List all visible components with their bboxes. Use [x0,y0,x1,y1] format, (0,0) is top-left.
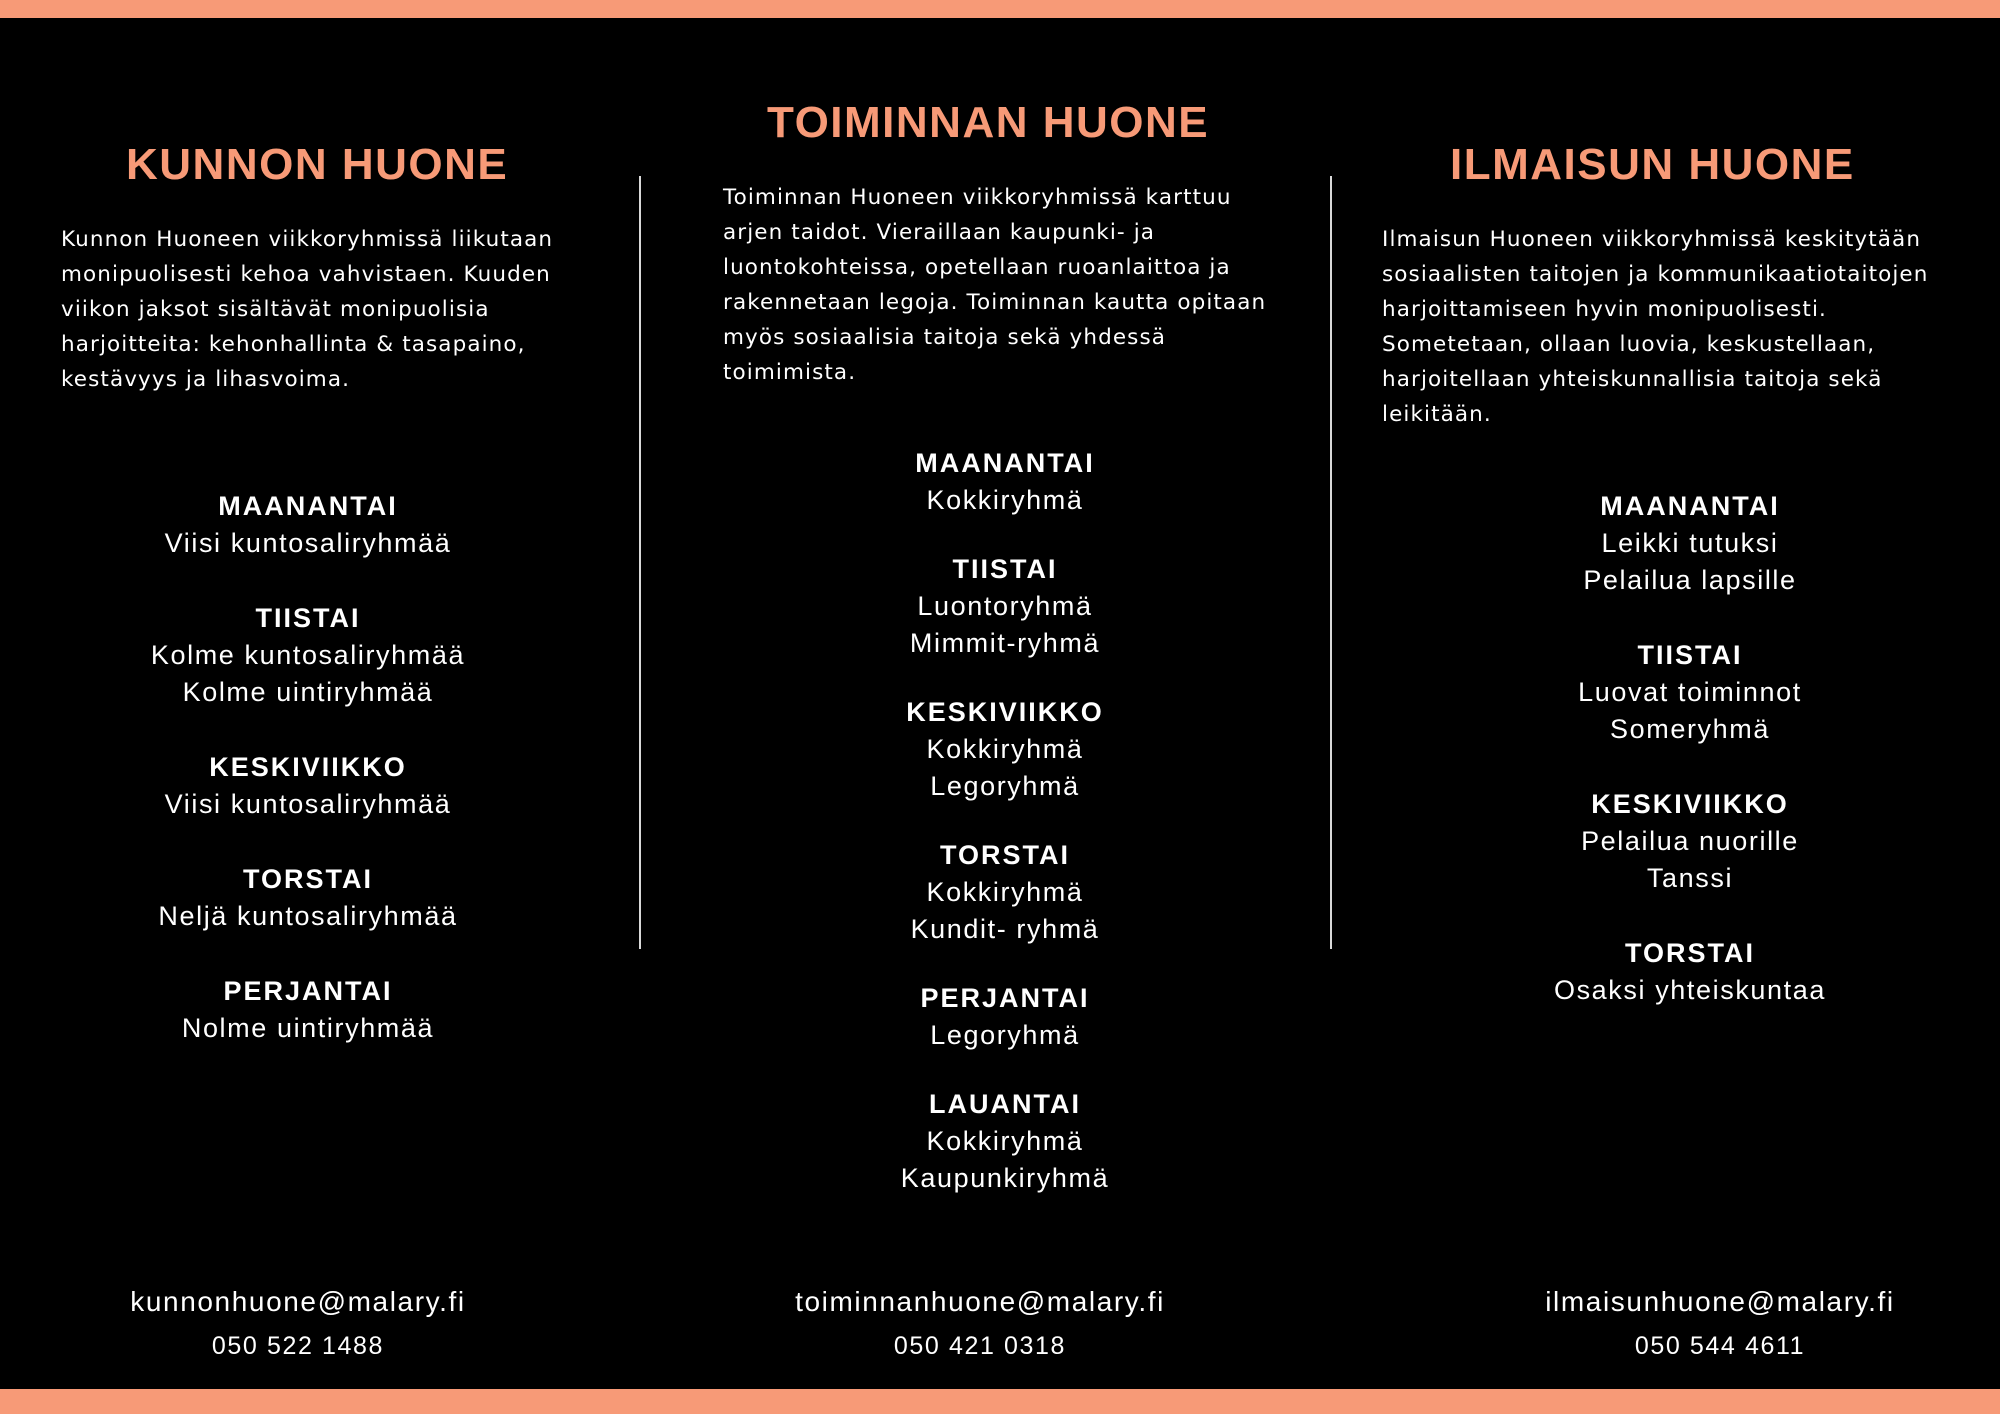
activity: Tanssi [1646,863,1734,893]
activity: Kolme kuntosaliryhmää [150,640,466,670]
activity: Someryhmä [1610,714,1770,744]
ilmaisun-huone-schedule [1380,488,2000,1047]
activity: Neljä kuntosaliryhmää [158,901,458,931]
day-name: PERJANTAI [920,983,1090,1013]
kunnon-huone-contact [58,1284,538,1363]
activity: Osaksi yhteiskuntaa [1553,975,1826,1005]
kunnon-huone-description: Kunnon Huoneen viikkoryhmissä liikutaan monipuolisesti kehoa vahvistaen. Kuuden viikon jaksot sisältävät monipuolisia harjoitteita: kehonhallinta & tasapaino, kestävyys ja lihasvoima. [61,227,554,392]
day-name: TIISTAI [255,603,361,633]
schedule-day [58,861,558,935]
kunnon-huone-title: KUNNON HUONE [126,140,509,189]
schedule-day [1380,637,2000,748]
activity: Nolme uintiryhmää [181,1013,435,1043]
schedule-day [720,980,1290,1054]
top-accent-bar [0,0,2000,18]
schedule-day [58,600,558,711]
bottom-accent-bar [0,1389,2000,1414]
toiminnan-huone-contact [720,1284,1240,1363]
day-name: LAUANTAI [929,1089,1081,1119]
activity: Kokkiryhmä [926,1126,1084,1156]
toiminnan-huone-description: Toiminnan Huoneen viikkoryhmissä karttuu arjen taidot. Vieraillaan kaupunki- ja luontokohteissa, opetellaan ruoanlaittoa ja rakennetaan legoja. Toiminnan kautta opitaan myös sosiaalisia taitoja sekä yhdessä toimimista. [723,185,1267,385]
schedule-day [58,488,558,562]
toiminnan-huone-title: TOIMINNAN HUONE [767,98,1210,147]
activity: Kokkiryhmä [926,734,1084,764]
toiminnan-huone-phone: 050 421 0318 [893,1332,1067,1360]
schedule-day [1380,786,2000,897]
day-name: TORSTAI [1624,938,1755,968]
column-divider [639,176,641,949]
schedule-day [720,694,1290,805]
day-name: MAANANTAI [218,491,398,521]
schedule-day [58,749,558,823]
activity: Pelailua nuorille [1581,826,1799,856]
activity: Viisi kuntosaliryhmää [164,528,452,558]
day-name: MAANANTAI [915,448,1095,478]
schedule-day [720,445,1290,519]
activity: Luovat toiminnot [1578,677,1802,707]
schedule-day [720,551,1290,662]
ilmaisun-huone-phone: 050 544 4611 [1634,1332,1806,1360]
activity: Legoryhmä [930,771,1080,801]
ilmaisun-huone-description: Ilmaisun Huoneen viikkoryhmissä keskitytään sosiaalisten taitojen ja kommunikaatiotaitojen harjoittamiseen hyvin monipuolisesti. Sometetaan, ollaan luovia, keskustellaan, harjoitellaan yhteiskunnallisia taitoja sekä leikitään. [1382,227,1929,427]
ilmaisun-huone-contact [1500,1284,1940,1363]
activity: Mimmit-ryhmä [909,628,1101,658]
kunnon-huone-schedule [58,488,558,1085]
day-name: TORSTAI [242,864,373,894]
schedule-day [1380,935,2000,1009]
day-name: KESKIVIIKKO [209,752,407,782]
ilmaisun-huone-title: ILMAISUN HUONE [1450,140,1855,189]
activity: Leikki tutuksi [1601,528,1779,558]
day-name: TIISTAI [1637,640,1743,670]
kunnon-huone-email: kunnonhuone@malary.fi [130,1286,466,1317]
kunnon-huone-phone: 050 522 1488 [211,1332,385,1360]
activity: Kolme uintiryhmää [182,677,434,707]
toiminnan-huone-email: toiminnanhuone@malary.fi [795,1286,1165,1317]
day-name: PERJANTAI [223,976,393,1006]
ilmaisun-huone-email: ilmaisunhuone@malary.fi [1545,1286,1895,1317]
day-name: KESKIVIIKKO [906,697,1104,727]
day-name: TIISTAI [952,554,1058,584]
activity: Kundit- ryhmä [910,914,1100,944]
activity: Legoryhmä [930,1020,1080,1050]
activity: Kokkiryhmä [926,485,1084,515]
activity: Pelailua lapsille [1583,565,1797,595]
schedule-day [720,837,1290,948]
day-name: KESKIVIIKKO [1591,789,1789,819]
column-divider [1330,176,1332,949]
activity: Luontoryhmä [917,591,1093,621]
activity: Kaupunkiryhmä [900,1163,1110,1193]
day-name: TORSTAI [939,840,1070,870]
activity: Kokkiryhmä [926,877,1084,907]
day-name: MAANANTAI [1600,491,1780,521]
schedule-day [58,973,558,1047]
schedule-day [1380,488,2000,599]
activity: Viisi kuntosaliryhmää [164,789,452,819]
toiminnan-huone-schedule [720,445,1290,1229]
schedule-day [720,1086,1290,1197]
